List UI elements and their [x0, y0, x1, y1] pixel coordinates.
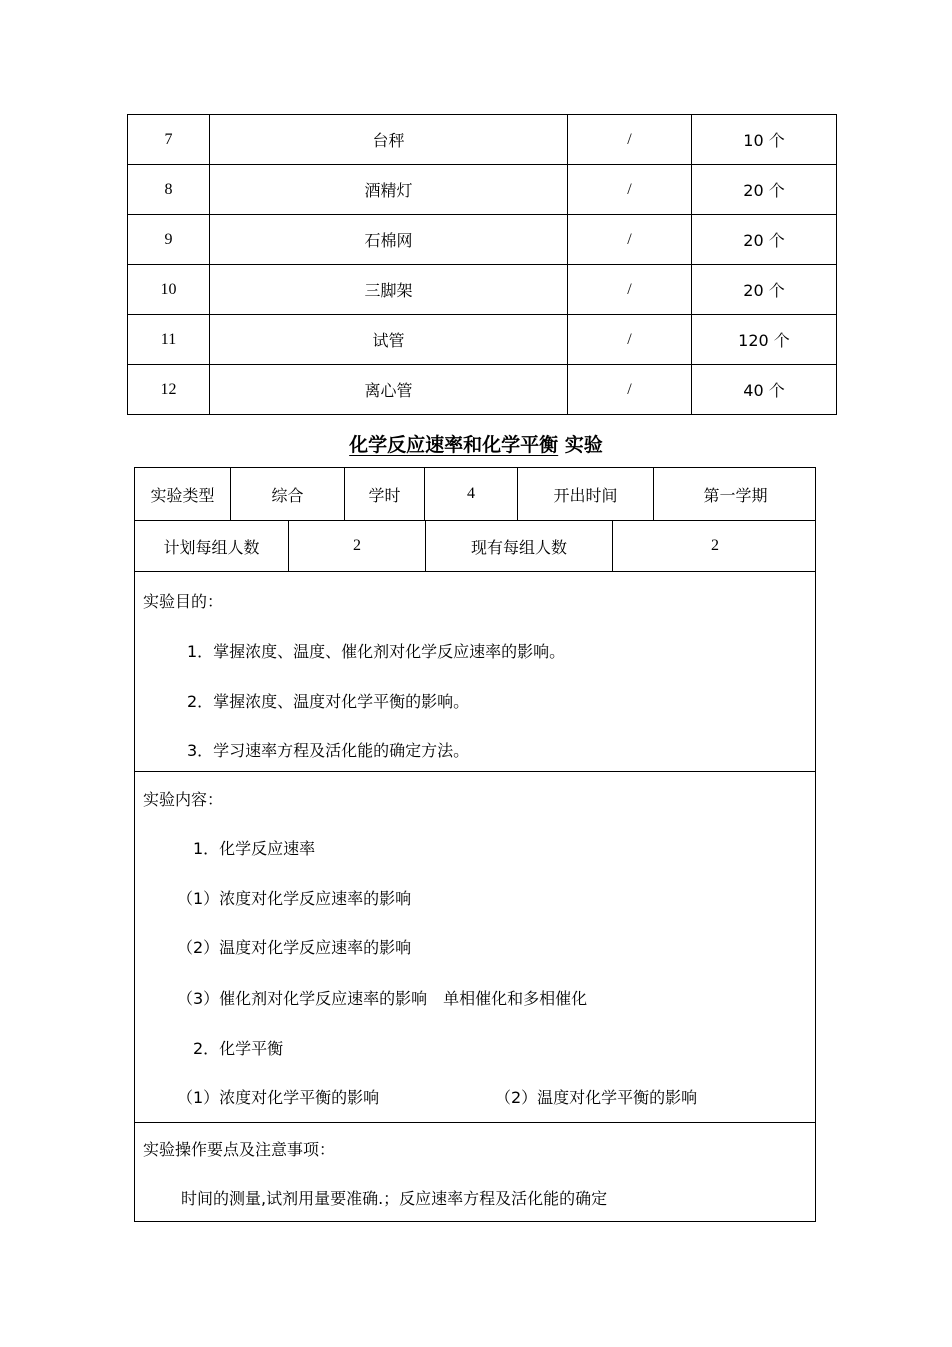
item-number-cell: 12: [128, 365, 210, 415]
title-main: 化学反应速率和化学平衡: [349, 434, 559, 456]
item-name-cell: 离心管: [210, 365, 568, 415]
item-name-cell: 试管: [210, 315, 568, 365]
equipment-table: [127, 114, 837, 415]
purpose-item: 3．学习速率方程及活化能的确定方法。: [187, 741, 470, 760]
item-spec-cell: /: [568, 315, 692, 365]
content-item: （1）浓度对化学平衡的影响: [177, 1088, 380, 1107]
item-number-cell: 8: [128, 165, 210, 215]
purpose-item: 1．掌握浓度、温度、催化剂对化学反应速率的影响。: [187, 642, 566, 661]
item-spec-cell: /: [568, 215, 692, 265]
table-row: [128, 315, 837, 365]
experiment-info-box: [134, 467, 816, 1222]
item-name-cell: 酒精灯: [210, 165, 568, 215]
item-quantity-cell: 20 个: [692, 215, 837, 265]
content-item: （1）浓度对化学反应速率的影响: [177, 889, 412, 908]
hours-value: 4: [425, 468, 518, 520]
item-name-cell: 三脚架: [210, 265, 568, 315]
item-quantity-cell: 20 个: [692, 265, 837, 315]
plan-label: 计划每组人数: [135, 521, 289, 571]
content-section-2: 2．化学平衡: [193, 1039, 284, 1058]
content-item: （3）催化剂对化学反应速率的影响 单相催化和多相催化: [177, 989, 588, 1008]
item-spec-cell: /: [568, 115, 692, 165]
content-heading: 实验内容：: [143, 790, 224, 809]
table-row: [128, 215, 837, 265]
current-value: 2: [711, 537, 719, 554]
table-row: [128, 165, 837, 215]
info-row-1: [135, 468, 815, 521]
table-row: [128, 265, 837, 315]
time-value: 第一学期: [703, 485, 768, 505]
item-number-cell: 10: [128, 265, 210, 315]
plan-value: 2: [289, 521, 426, 571]
item-number-cell: 9: [128, 215, 210, 265]
item-name-cell: 台秤: [210, 115, 568, 165]
notes-section: [135, 1123, 815, 1221]
content-item: （2）温度对化学平衡的影响: [495, 1088, 698, 1107]
title-suffix: 实验: [558, 434, 603, 456]
notes-text: 时间的测量,试剂用量要准确.；反应速率方程及活化能的确定: [181, 1189, 608, 1208]
item-spec-cell: /: [568, 265, 692, 315]
time-label: 开出时间: [518, 468, 654, 520]
item-number-cell: 11: [128, 315, 210, 365]
purpose-item: 2．掌握浓度、温度对化学平衡的影响。: [187, 692, 470, 711]
current-label: 现有每组人数: [426, 521, 613, 571]
notes-heading: 实验操作要点及注意事项：: [143, 1140, 336, 1159]
item-quantity-cell: 10 个: [692, 115, 837, 165]
hours-label: 学时: [345, 468, 425, 520]
item-spec-cell: /: [568, 165, 692, 215]
item-quantity-cell: 40 个: [692, 365, 837, 415]
item-number-cell: 7: [128, 115, 210, 165]
type-label: 实验类型: [135, 468, 231, 520]
page-title: [0, 430, 952, 460]
purpose-section: [135, 572, 815, 772]
content-section-1: 1．化学反应速率: [193, 839, 316, 858]
table-row: [128, 115, 837, 165]
content-section: [135, 772, 815, 1123]
item-quantity-cell: 20 个: [692, 165, 837, 215]
content-item: （2）温度对化学反应速率的影响: [177, 938, 412, 957]
item-quantity-cell: 120 个: [692, 315, 837, 365]
table-row: [128, 365, 837, 415]
info-row-2: [135, 521, 815, 572]
item-name-cell: 石棉网: [210, 215, 568, 265]
item-spec-cell: /: [568, 365, 692, 415]
purpose-heading: 实验目的：: [143, 592, 224, 611]
type-value: 综合: [231, 468, 345, 520]
